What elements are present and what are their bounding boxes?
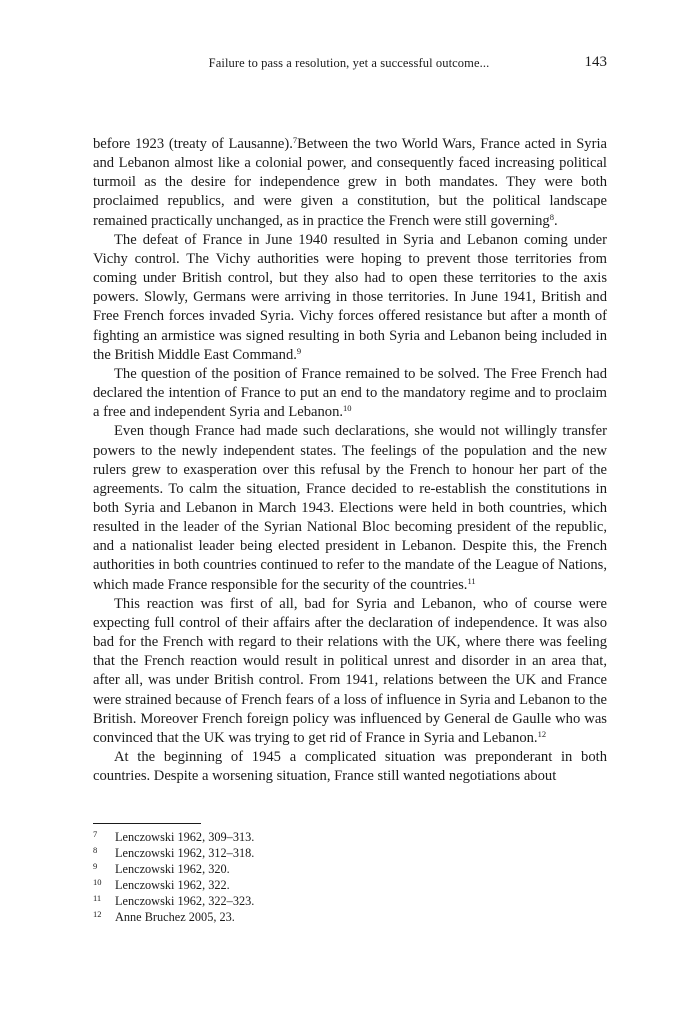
footnote-marker: 12	[537, 728, 547, 739]
footnote	[93, 877, 607, 893]
footnote-text: Anne Bruchez 2005, 23.	[115, 910, 235, 924]
footnote-text: Lenczowski 1962, 309–313.	[115, 830, 255, 844]
footnote-rule	[93, 823, 201, 824]
footnote	[93, 845, 607, 861]
text-run: This reaction was first of all, bad for Syria and Lebanon, who of course were expecting full control of their affairs after the declaration of independence. It was also bad for the French with regard to their relations with the UK, where there was feeling that the French reaction would result in political unrest and disorder in an area that, after all, was under British control. From 1941, relations between the UK and France were strained because of French fears of a loss of influence in Syria and Lebanon to the British. Moreover French foreign policy was influenced by General de Gaulle who was convinced that the UK was trying to get rid of France in Syria and Lebanon.	[93, 595, 607, 746]
running-head	[93, 54, 607, 74]
paragraph-1	[93, 135, 607, 231]
text-run: The defeat of France in June 1940 resulted in Syria and Lebanon coming under Vichy control. The Vichy authorities were hoping to prevent those territories from coming under British control, but they also had to open these territories to the axis powers. Slowly, Germans were arriving in those territories. In June 1941, British and Free French forces invaded Syria. Vichy forces offered resistance but after a month of fighting an armistice was signed resulting in both Syria and Lebanon being included in the British Middle East Command.	[93, 231, 607, 363]
footnote	[93, 861, 607, 877]
page-number: 143	[584, 54, 607, 70]
paragraph-2	[93, 231, 607, 365]
running-title: Failure to pass a resolution, yet a successful outcome...	[208, 56, 490, 70]
footnote	[93, 893, 607, 909]
text-run: before 1923 (treaty of Lausanne).	[93, 136, 293, 152]
footnote-marker: 8	[549, 211, 554, 222]
footnote-number: 11	[93, 893, 102, 903]
footnotes	[93, 829, 607, 925]
footnote-text: Lenczowski 1962, 312–318.	[115, 846, 255, 860]
footnote-text: Lenczowski 1962, 320.	[115, 862, 230, 876]
text-run: .	[553, 212, 558, 229]
body-text	[93, 135, 607, 786]
text-run: The question of the position of France remained to be solved. The Free French had declared the intention of France to put an end to the mandatory regime and to proclaim a free and independent Syria and Lebanon.	[93, 365, 607, 421]
footnote-marker: 7	[292, 135, 298, 145]
paragraph-3	[93, 365, 607, 422]
footnote-marker: 9	[296, 345, 302, 356]
footnote-text: Lenczowski 1962, 322–323.	[115, 894, 255, 908]
footnote-number: 8	[93, 845, 98, 855]
footnote-text: Lenczowski 1962, 322.	[115, 878, 230, 892]
paragraph-6	[93, 748, 607, 786]
footnote-number: 10	[93, 877, 102, 887]
footnote-marker: 11	[467, 575, 476, 586]
footnote	[93, 909, 607, 925]
footnote	[93, 829, 607, 845]
paragraph-4	[93, 422, 607, 594]
text-run: Between the two World Wars, France acted in Syria and Lebanon almost like a colonial power, and consequently faced increasing political turmoil as the desire for independence grew in both mandates. They were both proclaimed republics, and were given a constitution, but the political landscape remained practically unchanged, as in practice the French were still governing	[93, 136, 607, 229]
footnote-number: 9	[93, 861, 98, 871]
text-run: Even though France had made such declarations, she would not willingly transfer powers to the newly independent states. The feelings of the population and the new rulers grew to exasperation over this refusal by the French to honour her part of the agreements. To calm the situation, France decided to re-establish the constitutions in both Syria and Lebanon in March 1943. Elections were held in both countries, which resulted in the leader of the Syrian National Bloc becoming president of the republic, and a nationalist leader being elected president in Lebanon. Despite this, the French authorities in both countries continued to refer to the mandate of the League of Nations, which made France responsible for the security of the countries.	[93, 423, 607, 593]
footnote-marker: 10	[343, 403, 352, 414]
footnote-number: 7	[93, 829, 98, 839]
footnote-number: 12	[93, 909, 102, 919]
paragraph-5	[93, 595, 607, 748]
text-run: At the beginning of 1945 a complicated situation was preponderant in both countries. Despite a worsening situation, France still wanted negotiations about	[93, 749, 607, 785]
